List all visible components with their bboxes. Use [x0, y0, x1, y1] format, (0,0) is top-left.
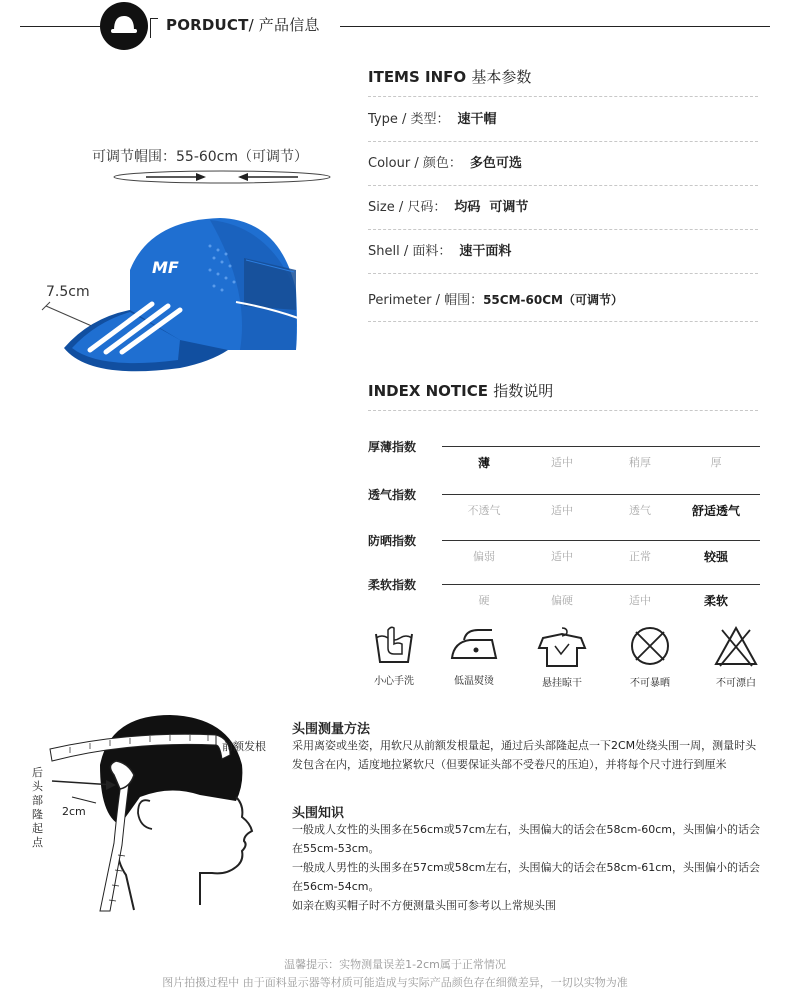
knowledge-text: [292, 820, 762, 915]
gap-label: 2cm: [62, 805, 86, 818]
items-info-title-en: ITEMS INFO: [368, 68, 467, 86]
care-item-hang-dry: [530, 624, 594, 689]
index-option: 适中: [629, 594, 651, 607]
care-label: 低温熨烫: [454, 676, 494, 687]
front-hairline-label: 前额发根: [222, 740, 266, 753]
footer-note-1: 温馨提示：实物测量误差1-2cm属于正常情况: [284, 958, 506, 971]
index-option-selected: 舒适透气: [691, 504, 740, 518]
index-scale-line: [442, 446, 760, 447]
care-item-no-bleach: [704, 624, 768, 689]
spec-label: Type / 类型：: [368, 112, 450, 127]
index-scale-line: [442, 584, 760, 585]
index-notice-title: [368, 380, 553, 401]
index-option: 正常: [629, 550, 651, 563]
index-notice-title-en: INDEX NOTICE: [368, 382, 488, 400]
cap-logo-icon: [100, 2, 148, 50]
care-item-no-sun: [618, 624, 682, 689]
header-rule-right: [340, 26, 770, 27]
back-point-label: 后头部隆起点: [32, 766, 43, 849]
spec-value: 55CM-60CM（可调节）: [483, 293, 623, 307]
index-option: 适中: [551, 550, 573, 563]
spec-row-colour: [368, 142, 758, 186]
index-option: 硬: [478, 594, 490, 607]
knowledge-line: 一般成人女性的头围多在56cm或57cm左右，头围偏大的话会在58cm-60cm，头围偏小的话会在55cm-53cm。: [292, 823, 761, 855]
page-title-cn: / 产品信息: [248, 16, 320, 34]
index-option: 厚: [710, 456, 722, 469]
index-label: 柔软指数: [368, 578, 417, 592]
circumference-note: 可调节帽围：55-60cm（可调节）: [92, 149, 309, 165]
care-label: 不可暴晒: [630, 678, 670, 689]
spec-value: 均码 可调节: [454, 200, 529, 215]
knowledge-line: 一般成人男性的头围多在57cm或58cm左右，头围偏大的话会在58cm-61cm，头围偏小的话会在56cm-54cm。: [292, 861, 761, 893]
iron-low-icon: [448, 624, 500, 666]
spec-row-type: [368, 98, 758, 142]
hand-wash-icon: [372, 624, 416, 666]
index-notice-rule: [368, 410, 758, 411]
index-option: 偏弱: [473, 550, 495, 563]
care-label: 悬挂晾干: [542, 678, 582, 689]
knowledge-title: 头围知识: [292, 806, 345, 821]
hang-dry-icon: [537, 624, 587, 668]
spec-value: 速干帽: [457, 112, 497, 127]
method-title: 头围测量方法: [292, 722, 371, 737]
care-label: 小心手洗: [374, 676, 414, 687]
spec-label: Colour / 颜色：: [368, 156, 462, 171]
index-option: 透气: [629, 504, 651, 517]
index-scale-line: [442, 494, 760, 495]
index-scale-line: [442, 540, 760, 541]
spec-row-size: [368, 186, 758, 230]
footer-note-2: 图片拍摄过程中 由于面料显示器等材质可能造成与实际产品颜色存在细微差异，一切以实物为准: [162, 976, 628, 989]
index-label: 透气指数: [368, 488, 417, 502]
header-badge: [100, 2, 148, 50]
no-bleach-icon: [712, 624, 760, 668]
method-text: 采用离姿或坐姿，用软尺从前额发根量起，通过后头部隆起点一下2CM处绕头围一周，测量时头发包含在内，适度地拉紧软尺（但要保证头部不受卷尺的压迫），并将每个尺寸进行到厘米: [292, 739, 757, 771]
items-info-rule: [368, 96, 758, 97]
index-option: 不透气: [467, 504, 501, 517]
items-info-title: [368, 66, 531, 87]
cap-product-image: [60, 200, 310, 390]
header-rule-left: [20, 26, 100, 27]
spec-row-shell: [368, 230, 758, 274]
spec-label: Perimeter / 帽围：: [368, 293, 484, 308]
circumference-arrows: [106, 164, 338, 190]
spec-value: 多色可选: [469, 156, 522, 171]
care-item-hand-wash: [362, 624, 426, 687]
spec-label: Shell / 面料：: [368, 244, 452, 259]
brim-note: 7.5cm: [46, 284, 90, 300]
index-option-selected: 柔软: [703, 594, 728, 608]
index-option: 偏硬: [551, 594, 573, 607]
spec-row-perimeter: [368, 278, 758, 322]
page-title-en: PORDUCT: [166, 16, 249, 34]
items-info-title-cn: 基本参数: [471, 68, 532, 86]
index-option: 适中: [551, 504, 573, 517]
page-title: [166, 14, 320, 35]
care-label: 不可漂白: [716, 678, 756, 689]
index-label: 厚薄指数: [368, 440, 417, 454]
index-option-selected: 薄: [477, 456, 490, 470]
spec-value: 速干面料: [459, 244, 512, 259]
index-label: 防晒指数: [368, 534, 417, 548]
care-item-iron: [442, 624, 506, 687]
cap-brand-mark: MF: [152, 258, 179, 277]
index-option-selected: 较强: [703, 550, 728, 564]
no-sun-dry-icon: [628, 624, 672, 668]
header-bracket: [150, 18, 158, 38]
knowledge-line: 如亲在购买帽子时不方便测量头围可参考以上常规头围: [292, 899, 556, 912]
index-notice-title-cn: 指数说明: [493, 382, 554, 400]
spec-label: Size / 尺码：: [368, 200, 447, 215]
index-option: 稍厚: [629, 456, 651, 469]
index-option: 适中: [551, 456, 573, 469]
